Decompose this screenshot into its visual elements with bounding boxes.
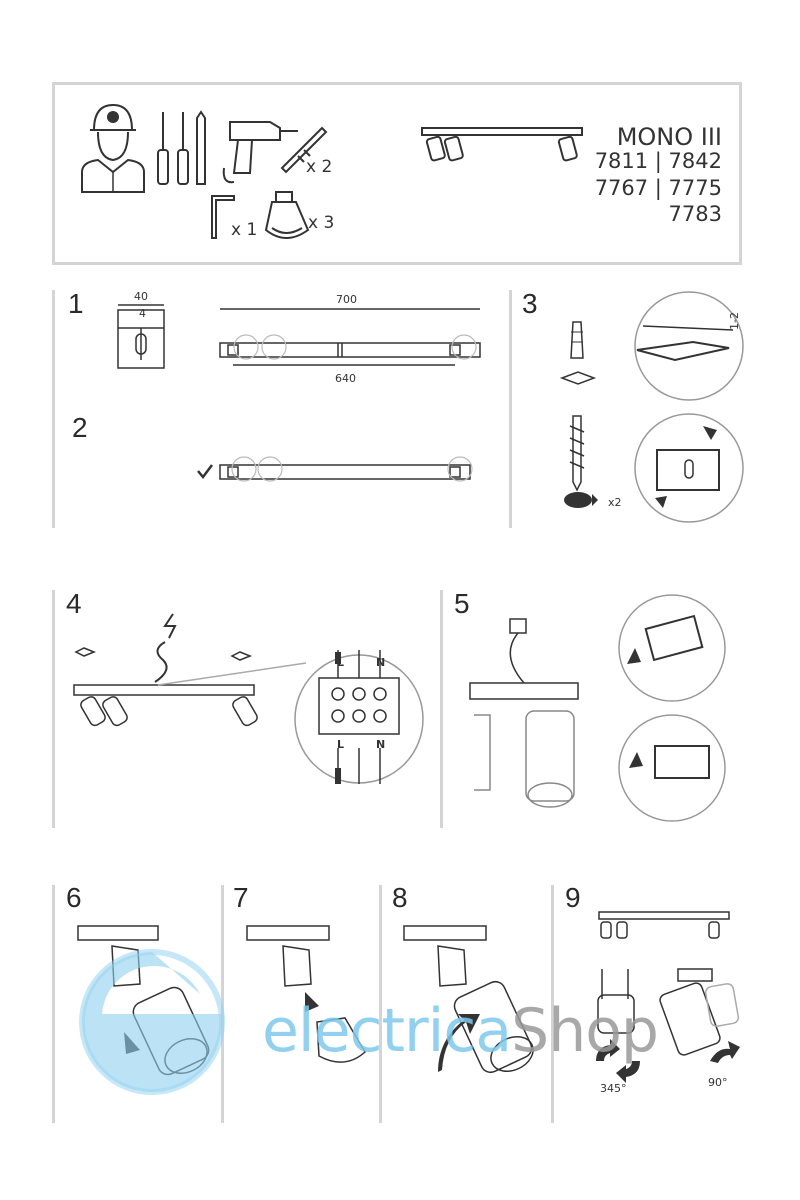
step-number-4: 4 (66, 588, 82, 619)
electrician-icon (78, 100, 148, 195)
step-number-5: 5 (454, 588, 470, 619)
rotation-angle-label: 345° (600, 1082, 627, 1095)
rail-drawing (218, 305, 483, 375)
screw-icon (565, 412, 590, 492)
rail-length-label: 700 (336, 293, 357, 306)
watermark-text (262, 996, 658, 1066)
step-number-3: 3 (522, 288, 538, 319)
screwdrivers-icon (155, 110, 215, 190)
terminal-label-N-top: N (376, 656, 386, 669)
watermark-logo-icon (72, 942, 232, 1102)
allen-key-quantity: x 1 (231, 220, 258, 240)
fixture-wiring-drawing (70, 645, 310, 740)
rail-mounted-drawing (196, 455, 486, 495)
product-code-2: 7767 | 7775 (594, 176, 722, 200)
section-divider (52, 590, 55, 828)
terminal-label-L-top: L (337, 656, 345, 669)
section-divider (52, 290, 55, 528)
product-illustration (418, 124, 588, 164)
watermark-part-1: electrica (262, 996, 512, 1066)
bracket-small-icon (558, 368, 598, 388)
ceiling-gap-detail (633, 290, 745, 402)
connector-open-detail (617, 592, 727, 704)
anchors-quantity: x 2 (306, 157, 333, 177)
gap-label: 1-2 (728, 312, 741, 330)
terminal-label-L-bottom: L (337, 738, 345, 751)
step-number-9: 9 (565, 882, 581, 913)
step-number-7: 7 (233, 882, 249, 913)
step-number-2: 2 (72, 412, 88, 443)
mounting-bracket-drawing (112, 300, 172, 372)
dowel-icon (565, 318, 590, 363)
product-code-1: 7811 | 7842 (594, 149, 722, 173)
screwdriver-rotate-icon (560, 486, 600, 514)
step-number-6: 6 (66, 882, 82, 913)
step-number-1: 1 (68, 288, 84, 319)
section-divider (509, 290, 512, 528)
step-number-8: 8 (392, 882, 408, 913)
product-name: MONO III (616, 123, 722, 151)
section-divider (52, 885, 55, 1123)
final-product-drawing (597, 910, 732, 945)
terminal-block-detail (293, 650, 425, 788)
bracket-rotate-detail (633, 412, 745, 524)
screws-quantity: x2 (608, 496, 622, 509)
bulb-icon (262, 190, 312, 245)
section-divider (440, 590, 443, 828)
connector-plug-drawing (470, 615, 590, 815)
tilt-detail-drawing (660, 965, 745, 1075)
product-code-3: 7783 (668, 202, 722, 226)
terminal-label-N-bottom: N (376, 738, 386, 751)
watermark-part-2: Shop (511, 996, 659, 1066)
hole-diameter-label: 4 (139, 307, 146, 320)
bulbs-quantity: x 3 (308, 213, 335, 233)
hole-spacing-label: 640 (335, 372, 356, 385)
tilt-angle-label: 90° (708, 1076, 728, 1089)
connector-closed-detail (617, 712, 727, 824)
bracket-width-label: 40 (134, 290, 148, 303)
